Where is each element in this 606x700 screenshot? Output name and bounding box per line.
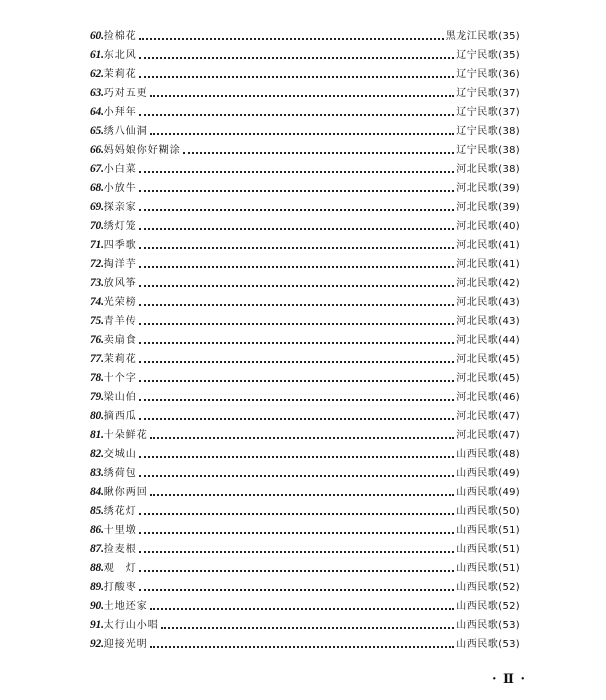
page-paren-close: ) (515, 601, 520, 612)
toc-entry (90, 217, 520, 236)
page-paren-open: ( (498, 88, 503, 99)
toc-entry (90, 350, 520, 369)
page-paren-close: ) (515, 449, 520, 460)
toc-entry-page: 51 (502, 525, 516, 536)
toc-entry-number: 80. (90, 410, 104, 422)
toc-entry-title: 绣荷包 (103, 468, 137, 479)
toc-entry-page: 45 (502, 354, 516, 365)
toc-entry-page: 35 (502, 31, 516, 42)
toc-entry-page: 36 (502, 69, 516, 80)
toc-entry-number: 76. (90, 334, 104, 346)
toc-entry-page: 40 (502, 221, 516, 232)
dot-leader (139, 398, 454, 401)
toc-entry (90, 84, 520, 103)
toc-entry-title: 十个字 (103, 373, 137, 384)
toc-entry-page: 52 (502, 582, 516, 593)
toc-entry-page: 41 (502, 240, 516, 251)
toc-entry-number: 60. (90, 30, 104, 42)
toc-entry-source: 山西民歌 (456, 563, 499, 574)
toc-entry-source: 辽宁民歌 (456, 88, 499, 99)
toc-entry-number: 70. (90, 220, 104, 232)
toc-entry-page: 47 (502, 430, 516, 441)
toc-entry (90, 616, 520, 635)
dot-leader (139, 37, 444, 40)
toc-entry-number: 71. (90, 239, 104, 251)
page-paren-close: ) (515, 582, 520, 593)
toc-entry-number: 92. (90, 638, 104, 650)
page-paren-open: ( (498, 221, 503, 232)
page-paren-open: ( (498, 544, 503, 555)
toc-entry-number: 66. (90, 144, 104, 156)
page-paren-close: ) (515, 544, 520, 555)
page-paren-open: ( (498, 506, 503, 517)
toc-entry-source: 河北民歌 (456, 240, 499, 251)
toc-entry-title: 十朵鲜花 (103, 430, 148, 441)
dot-leader (139, 75, 454, 78)
toc-entry (90, 426, 520, 445)
page-paren-open: ( (498, 126, 503, 137)
toc-entry (90, 141, 520, 160)
toc-entry-source: 山西民歌 (456, 449, 499, 460)
toc-entry-number: 84. (90, 486, 104, 498)
toc-entry-number: 79. (90, 391, 104, 403)
page-paren-close: ) (515, 31, 520, 42)
toc-entry-number: 87. (90, 543, 104, 555)
page-paren-open: ( (498, 468, 503, 479)
toc-entry (90, 331, 520, 350)
page-folio: · Ⅱ · (492, 672, 527, 687)
page-paren-close: ) (515, 50, 520, 61)
dot-leader (139, 512, 454, 515)
page-paren-open: ( (498, 525, 503, 536)
page-paren-open: ( (498, 183, 503, 194)
page-paren-close: ) (515, 316, 520, 327)
toc-entry-title: 梁山伯 (103, 392, 137, 403)
dot-leader (139, 113, 454, 116)
toc-entry (90, 483, 520, 502)
page-paren-open: ( (498, 582, 503, 593)
toc-entry-title: 四季歌 (103, 240, 137, 251)
toc-entry-source: 山西民歌 (456, 525, 499, 536)
page-paren-open: ( (498, 354, 503, 365)
page-paren-close: ) (515, 297, 520, 308)
page-paren-open: ( (498, 259, 503, 270)
toc-entry-page: 53 (502, 639, 516, 650)
toc-entry-title: 绣花灯 (103, 506, 137, 517)
page-paren-open: ( (498, 145, 503, 156)
page-paren-close: ) (515, 88, 520, 99)
toc-entry (90, 521, 520, 540)
dot-leader (183, 151, 454, 154)
page-paren-open: ( (498, 335, 503, 346)
toc-entry-title: 探亲家 (103, 202, 137, 213)
toc-entry-title: 卖扇食 (103, 335, 137, 346)
toc-entry-page: 48 (502, 449, 516, 460)
toc-entry-source: 河北民歌 (456, 411, 499, 422)
page-paren-open: ( (498, 449, 503, 460)
dot-leader (139, 56, 454, 59)
toc-entry-title: 茉莉花 (103, 69, 137, 80)
toc-entry-number: 89. (90, 581, 104, 593)
dot-leader (139, 322, 454, 325)
toc-entry-number: 63. (90, 87, 104, 99)
toc-entry-title: 十里墩 (103, 525, 137, 536)
toc-entry (90, 46, 520, 65)
toc-entry-number: 81. (90, 429, 104, 441)
toc-entry-title: 光荣榜 (103, 297, 137, 308)
toc-entry-number: 65. (90, 125, 104, 137)
page-paren-open: ( (498, 69, 503, 80)
page-paren-close: ) (515, 639, 520, 650)
dot-leader (139, 303, 454, 306)
dot-leader (139, 588, 454, 591)
toc-entry-source: 河北民歌 (456, 430, 499, 441)
toc-entry-page: 39 (502, 202, 516, 213)
page-paren-open: ( (498, 392, 503, 403)
dot-leader (139, 455, 454, 458)
toc-entry-number: 86. (90, 524, 104, 536)
page-paren-open: ( (498, 430, 503, 441)
toc-entry-page: 53 (502, 620, 516, 631)
toc-entry (90, 198, 520, 217)
toc-entry-page: 45 (502, 373, 516, 384)
toc-entry-number: 78. (90, 372, 104, 384)
page-paren-open: ( (498, 278, 503, 289)
toc-entry-source: 河北民歌 (456, 164, 499, 175)
toc-entry-title: 小白菜 (103, 164, 137, 175)
page-paren-open: ( (498, 563, 503, 574)
page-paren-open: ( (498, 240, 503, 251)
page-paren-close: ) (515, 164, 520, 175)
dot-leader (139, 360, 454, 363)
toc-entry-page: 43 (502, 297, 516, 308)
toc-entry-number: 83. (90, 467, 104, 479)
toc-entry-page: 39 (502, 183, 516, 194)
toc-entry-title: 小放牛 (103, 183, 137, 194)
toc-entry-number: 82. (90, 448, 104, 460)
toc-entry-title: 捡麦根 (103, 544, 137, 555)
toc-entry-source: 山西民歌 (456, 468, 499, 479)
toc-entry-source: 河北民歌 (456, 354, 499, 365)
toc-entry-title: 瞅你两回 (103, 487, 148, 498)
toc-entry-source: 河北民歌 (456, 202, 499, 213)
toc-entry-title: 交城山 (103, 449, 137, 460)
page-paren-close: ) (515, 183, 520, 194)
page-paren-open: ( (498, 107, 503, 118)
toc-entry-number: 85. (90, 505, 104, 517)
toc-entry-title: 巧对五更 (103, 88, 148, 99)
toc-entry-number: 88. (90, 562, 104, 574)
toc-entry-source: 黑龙江民歌 (445, 31, 499, 42)
toc-entry-source: 辽宁民歌 (456, 126, 499, 137)
page-paren-open: ( (498, 31, 503, 42)
page-paren-close: ) (515, 107, 520, 118)
page-paren-close: ) (515, 563, 520, 574)
dot-leader (150, 645, 454, 648)
toc-entry (90, 597, 520, 616)
toc-entry-source: 河北民歌 (456, 335, 499, 346)
toc-entry-source: 河北民歌 (456, 373, 499, 384)
toc-entry-page: 38 (502, 164, 516, 175)
toc-entry (90, 388, 520, 407)
toc-entry-title: 迎接光明 (103, 639, 148, 650)
toc-entry-source: 河北民歌 (456, 297, 499, 308)
toc-entry-number: 67. (90, 163, 104, 175)
page-paren-close: ) (515, 487, 520, 498)
page-paren-open: ( (498, 411, 503, 422)
toc-entry-number: 73. (90, 277, 104, 289)
toc-entry (90, 103, 520, 122)
toc-entry-title: 摘西瓜 (103, 411, 137, 422)
toc-entry-title: 放风筝 (103, 278, 137, 289)
dot-leader (150, 94, 454, 97)
page-paren-close: ) (515, 620, 520, 631)
toc-entry-source: 山西民歌 (456, 544, 499, 555)
page-paren-close: ) (515, 240, 520, 251)
toc-entry-page: 51 (502, 544, 516, 555)
toc-entry-title: 打酸枣 (103, 582, 137, 593)
toc-entry (90, 255, 520, 274)
page-paren-open: ( (498, 620, 503, 631)
toc-entry-title: 青羊传 (103, 316, 137, 327)
dot-leader (139, 284, 454, 287)
toc-entry-source: 山西民歌 (456, 639, 499, 650)
page-paren-close: ) (515, 259, 520, 270)
page-paren-open: ( (498, 601, 503, 612)
toc-entry-number: 61. (90, 49, 104, 61)
page-paren-close: ) (515, 525, 520, 536)
dot-leader (150, 607, 454, 610)
toc-entry-page: 46 (502, 392, 516, 403)
page-paren-open: ( (498, 487, 503, 498)
toc-entry-page: 38 (502, 145, 516, 156)
toc-entry-page: 43 (502, 316, 516, 327)
page-paren-close: ) (515, 126, 520, 137)
toc-entry-source: 河北民歌 (456, 278, 499, 289)
toc-entry-source: 辽宁民歌 (456, 69, 499, 80)
toc-entry-title: 绣灯笼 (103, 221, 137, 232)
toc-entry (90, 65, 520, 84)
toc-entry-page: 52 (502, 601, 516, 612)
toc-entry (90, 27, 520, 46)
dot-leader (139, 208, 454, 211)
page-paren-open: ( (498, 639, 503, 650)
toc-entry-page: 47 (502, 411, 516, 422)
toc-entry-source: 山西民歌 (456, 620, 499, 631)
toc-entry (90, 502, 520, 521)
toc-entry (90, 369, 520, 388)
toc-entry (90, 445, 520, 464)
toc-entry-title: 绣八仙洞 (103, 126, 148, 137)
toc-entry-number: 75. (90, 315, 104, 327)
toc-entry (90, 559, 520, 578)
toc-entry-page: 37 (502, 88, 516, 99)
toc-entry-page: 49 (502, 487, 516, 498)
toc-entry-title: 小拜年 (103, 107, 137, 118)
toc-entry-source: 辽宁民歌 (456, 107, 499, 118)
toc-entry-source: 辽宁民歌 (456, 50, 499, 61)
dot-leader (139, 379, 454, 382)
dot-leader (150, 493, 454, 496)
page-paren-open: ( (498, 297, 503, 308)
dot-leader (139, 227, 454, 230)
toc-entry-title: 土地还家 (103, 601, 148, 612)
toc-entry-title: 捡棉花 (103, 31, 137, 42)
page-paren-open: ( (498, 164, 503, 175)
dot-leader (139, 170, 454, 173)
dot-leader (139, 531, 454, 534)
dot-leader (139, 474, 454, 477)
dot-leader (161, 626, 454, 629)
dot-leader (139, 569, 454, 572)
toc-entry-title: 观 灯 (103, 563, 137, 574)
toc-entry-title: 太行山小唱 (103, 620, 159, 631)
toc-entry-number: 91. (90, 619, 104, 631)
toc-entry-number: 69. (90, 201, 104, 213)
page-paren-close: ) (515, 354, 520, 365)
toc-entry (90, 312, 520, 331)
dot-leader (139, 417, 454, 420)
toc-entry-title: 妈妈娘你好糊涂 (103, 145, 181, 156)
toc-entry (90, 293, 520, 312)
table-of-contents (90, 27, 520, 654)
page-paren-close: ) (515, 278, 520, 289)
toc-entry-number: 62. (90, 68, 104, 80)
toc-entry (90, 464, 520, 483)
toc-entry-source: 河北民歌 (456, 259, 499, 270)
toc-entry-page: 35 (502, 50, 516, 61)
toc-entry-number: 90. (90, 600, 104, 612)
toc-entry (90, 274, 520, 293)
toc-entry-source: 山西民歌 (456, 506, 499, 517)
toc-entry (90, 160, 520, 179)
dot-leader (139, 246, 454, 249)
page-paren-close: ) (515, 411, 520, 422)
toc-entry-page: 42 (502, 278, 516, 289)
toc-entry-page: 50 (502, 506, 516, 517)
toc-entry-number: 74. (90, 296, 104, 308)
toc-entry-source: 辽宁民歌 (456, 145, 499, 156)
toc-entry-source: 山西民歌 (456, 582, 499, 593)
toc-entry (90, 540, 520, 559)
toc-entry-number: 68. (90, 182, 104, 194)
toc-entry-title: 东北风 (103, 50, 137, 61)
toc-entry-page: 38 (502, 126, 516, 137)
dot-leader (139, 265, 454, 268)
toc-entry (90, 635, 520, 654)
dot-leader (139, 189, 454, 192)
page-paren-close: ) (515, 202, 520, 213)
toc-entry-title: 茉莉花 (103, 354, 137, 365)
dot-leader (150, 436, 454, 439)
page-paren-open: ( (498, 316, 503, 327)
toc-entry-source: 河北民歌 (456, 183, 499, 194)
dot-leader (150, 132, 454, 135)
page-paren-close: ) (515, 69, 520, 80)
toc-entry (90, 407, 520, 426)
page-paren-open: ( (498, 50, 503, 61)
toc-entry-page: 44 (502, 335, 516, 346)
page-paren-close: ) (515, 335, 520, 346)
toc-entry-page: 49 (502, 468, 516, 479)
page-paren-close: ) (515, 468, 520, 479)
page-paren-close: ) (515, 392, 520, 403)
toc-entry (90, 578, 520, 597)
dot-leader (139, 550, 454, 553)
toc-entry (90, 122, 520, 141)
toc-entry-page: 51 (502, 563, 516, 574)
page-paren-close: ) (515, 506, 520, 517)
toc-entry-title: 掏洋芋 (103, 259, 137, 270)
toc-entry-page: 37 (502, 107, 516, 118)
toc-entry-number: 77. (90, 353, 104, 365)
toc-entry-source: 山西民歌 (456, 487, 499, 498)
toc-entry (90, 179, 520, 198)
toc-entry (90, 236, 520, 255)
page-paren-close: ) (515, 373, 520, 384)
page-paren-close: ) (515, 221, 520, 232)
page-paren-open: ( (498, 202, 503, 213)
page-paren-close: ) (515, 145, 520, 156)
toc-entry-source: 山西民歌 (456, 601, 499, 612)
toc-entry-number: 72. (90, 258, 104, 270)
page-paren-open: ( (498, 373, 503, 384)
toc-entry-source: 河北民歌 (456, 316, 499, 327)
toc-entry-source: 河北民歌 (456, 221, 499, 232)
toc-entry-source: 河北民歌 (456, 392, 499, 403)
dot-leader (139, 341, 454, 344)
toc-entry-number: 64. (90, 106, 104, 118)
toc-entry-page: 41 (502, 259, 516, 270)
page-paren-close: ) (515, 430, 520, 441)
